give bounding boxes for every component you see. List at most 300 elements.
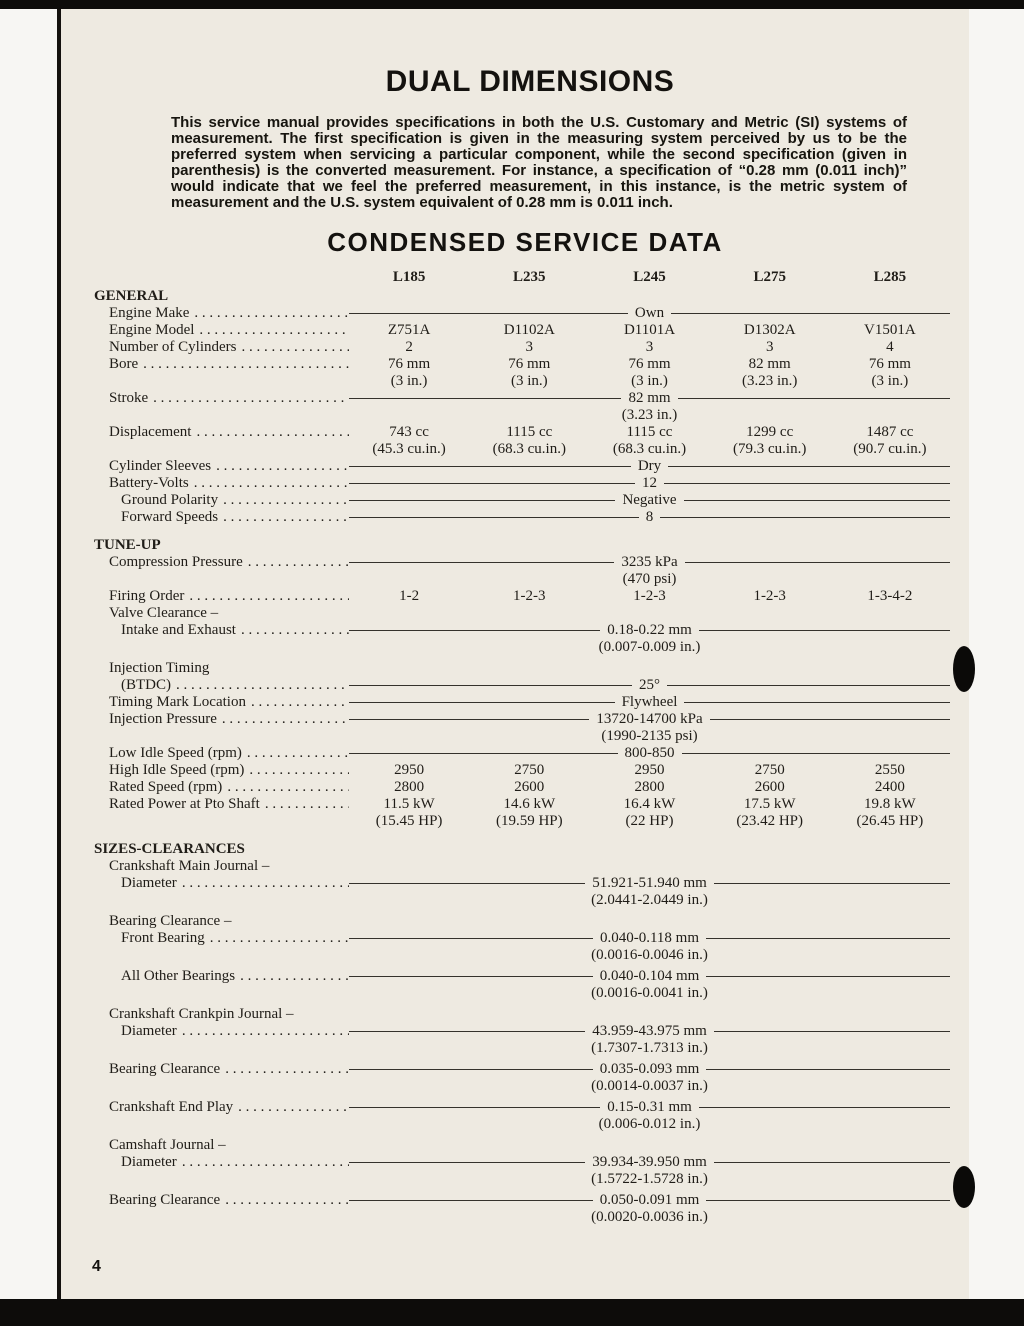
rule-line — [684, 500, 950, 501]
spec-value-line: (68.3 cu.in.) — [492, 441, 566, 458]
shared-spec-value — [349, 492, 950, 509]
spec-label — [94, 605, 349, 622]
spec-value-line: 2400 — [874, 779, 905, 796]
spec-value-line: 2750 — [754, 762, 785, 779]
shared-value-subtext: (2.0441-2.0449 in.) — [591, 892, 708, 909]
shared-spec-value — [349, 458, 950, 475]
spec-value-line: (26.45 HP) — [856, 813, 924, 830]
rule-line — [349, 1031, 585, 1032]
spec-value — [710, 779, 830, 796]
section-header: SIZES-CLEARANCES — [94, 841, 245, 858]
shared-value-text: 12 — [642, 475, 657, 492]
spec-value — [469, 796, 589, 830]
shared-value-text: Own — [634, 305, 665, 322]
spec-value — [830, 339, 950, 356]
shared-spec-value — [349, 622, 950, 656]
shared-spec-value — [349, 1154, 950, 1188]
dot-leader — [191, 424, 349, 441]
spec-label-text: Stroke — [109, 390, 149, 407]
shared-value-subtext: (0.007-0.009 in.) — [598, 639, 701, 656]
spec-value — [469, 322, 589, 339]
spec-label-text: Camshaft Journal – — [109, 1137, 226, 1154]
spec-row — [94, 930, 950, 964]
spec-label-text: Rated Speed (rpm) — [109, 779, 223, 796]
spec-value-line: D1101A — [623, 322, 676, 339]
column-header: L185 — [392, 269, 426, 286]
spec-label-text: Forward Speeds — [121, 509, 219, 526]
spec-label — [94, 622, 349, 639]
rule-line — [699, 630, 950, 631]
shared-spec-value — [349, 968, 950, 1002]
shared-spec-value — [349, 1023, 950, 1057]
shared-value-text: 3235 kPa — [621, 554, 678, 571]
rule-line — [706, 938, 950, 939]
spec-row — [94, 390, 950, 424]
shared-value-text: 82 mm — [628, 390, 671, 407]
spec-value-line: (15.45 HP) — [375, 813, 443, 830]
spec-label-text: Injection Timing — [109, 660, 210, 677]
binding-mark-bottom — [953, 1166, 975, 1208]
rule-line — [349, 630, 600, 631]
spec-value-line: (3 in.) — [631, 373, 668, 390]
shared-value-text: 0.040-0.118 mm — [599, 930, 700, 947]
spec-value-line: 2950 — [394, 762, 425, 779]
spec-value — [589, 779, 709, 796]
spec-label-text: Intake and Exhaust — [121, 622, 236, 639]
rule-line — [349, 500, 615, 501]
column-header: L285 — [873, 269, 907, 286]
spec-value — [469, 424, 589, 458]
spec-value — [830, 762, 950, 779]
spec-value — [469, 588, 589, 605]
dot-leader — [260, 796, 349, 813]
shared-value-text: Negative — [622, 492, 677, 509]
shared-value-subtext: (0.006-0.012 in.) — [598, 1116, 701, 1133]
spec-row — [94, 968, 950, 1002]
dot-leader — [235, 968, 349, 985]
spec-row — [94, 588, 950, 605]
spec-row — [94, 1099, 950, 1133]
spec-label — [94, 554, 349, 571]
spec-value — [589, 762, 709, 779]
shared-value-text: Flywheel — [621, 694, 678, 711]
shared-spec-value — [349, 1061, 950, 1095]
spec-label — [94, 509, 349, 526]
spec-value — [830, 779, 950, 796]
shared-value-subtext: (0.0016-0.0041 in.) — [591, 985, 708, 1002]
rule-line — [664, 483, 950, 484]
spec-row — [94, 711, 950, 745]
rule-line — [349, 398, 621, 399]
dot-leader — [218, 509, 349, 526]
scan-edge-top — [0, 0, 1024, 9]
spec-label — [94, 492, 349, 509]
rule-line — [349, 1107, 600, 1108]
rule-line — [349, 685, 632, 686]
spec-label — [94, 711, 349, 728]
shared-spec-value — [349, 1099, 950, 1133]
spec-label — [94, 1192, 349, 1209]
rule-line — [706, 1200, 950, 1201]
spec-value — [830, 588, 950, 605]
rule-line — [349, 517, 639, 518]
spec-label — [94, 322, 349, 339]
shared-value-subtext: (0.0014-0.0037 in.) — [591, 1078, 708, 1095]
spec-label-text: Diameter — [121, 875, 177, 892]
spec-value — [349, 779, 469, 796]
spec-value — [710, 339, 830, 356]
spec-value-line: 17.5 kW — [743, 796, 796, 813]
spec-value — [469, 339, 589, 356]
shared-value-text: 0.15-0.31 mm — [607, 1099, 692, 1116]
rule-line — [685, 562, 950, 563]
rule-line — [349, 1162, 585, 1163]
spec-label-text: Bearing Clearance – — [109, 913, 232, 930]
spec-label-text: Valve Clearance – — [109, 605, 219, 622]
spec-value-line: (90.7 cu.in.) — [853, 441, 927, 458]
spec-label — [94, 858, 349, 875]
binding-mark-top — [953, 646, 975, 692]
spec-label — [94, 660, 349, 677]
rule-line — [668, 466, 950, 467]
rule-line — [349, 702, 615, 703]
spec-label — [94, 305, 349, 322]
spec-row — [94, 875, 950, 909]
shared-value-subtext: (1.5722-1.5728 in.) — [591, 1171, 708, 1188]
section-header: TUNE-UP — [94, 537, 161, 554]
spec-value-line: 2600 — [514, 779, 545, 796]
dot-leader — [138, 356, 349, 373]
shared-spec-value — [349, 677, 950, 694]
spec-row — [94, 1137, 950, 1154]
shared-value-subtext: (0.0016-0.0046 in.) — [591, 947, 708, 964]
dot-leader — [177, 1023, 349, 1040]
spec-label-text: (BTDC) — [121, 677, 171, 694]
shared-value-text: 0.035-0.093 mm — [599, 1061, 700, 1078]
spec-label — [94, 1061, 349, 1078]
spec-row — [94, 745, 950, 762]
dot-leader — [246, 694, 349, 711]
spec-value-line: 2750 — [514, 762, 545, 779]
spec-value-line: 76 mm — [508, 356, 551, 373]
spec-label — [94, 796, 349, 813]
spec-label-text: Compression Pressure — [109, 554, 243, 571]
spec-row — [94, 458, 950, 475]
spec-label-text: Cylinder Sleeves — [109, 458, 212, 475]
spec-row — [94, 779, 950, 796]
spec-value — [710, 424, 830, 458]
spec-label — [94, 745, 349, 762]
section-header: GENERAL — [94, 288, 169, 305]
rule-line — [349, 562, 614, 563]
spec-row — [94, 1192, 950, 1226]
dot-leader — [220, 1192, 349, 1209]
spec-row — [94, 1023, 950, 1057]
spec-value — [469, 762, 589, 779]
dot-leader — [236, 339, 349, 356]
spec-value-line: 1115 cc — [506, 424, 553, 441]
spec-value-line: 743 cc — [389, 424, 429, 441]
shared-value-text: Dry — [637, 458, 662, 475]
spec-row — [94, 677, 950, 694]
spec-label-text: Bearing Clearance — [109, 1192, 221, 1209]
spec-value — [349, 796, 469, 830]
dot-leader — [205, 930, 349, 947]
manual-page — [57, 9, 969, 1299]
spec-value-line: 14.6 kW — [503, 796, 556, 813]
spec-row — [94, 554, 950, 588]
spec-label-text: Bearing Clearance — [109, 1061, 221, 1078]
spec-value-line: 1-2-3 — [633, 588, 666, 605]
page-number: 4 — [92, 1258, 101, 1275]
rule-line — [349, 938, 593, 939]
intro-paragraph: This service manual provides specifications in both the U.S. Customary and Metric (SI) systems of measurement. The first specification is given in the measuring system perceived by us to be the preferred system when servicing a particular component, while the second specification (given in parenthesis) is the converted measurement. For instance, a specification of “0.28 mm (0.011 inch)” would indicate that we feel the preferred measurement, in this instance, is the metric system of measurement and the U.S. system equivalent of 0.28 mm is 0.011 inch. — [171, 114, 907, 211]
rule-line — [349, 753, 618, 754]
spec-label-text: Crankshaft Main Journal – — [109, 858, 270, 875]
spec-row — [94, 762, 950, 779]
spec-label-text: Rated Power at Pto Shaft — [109, 796, 260, 813]
spec-label — [94, 913, 349, 930]
rule-line — [714, 1162, 950, 1163]
table-body — [94, 288, 950, 1226]
spec-row — [94, 660, 950, 677]
spec-label — [94, 588, 349, 605]
dot-leader — [177, 1154, 349, 1171]
spec-label-text: Firing Order — [109, 588, 185, 605]
rule-line — [349, 1069, 593, 1070]
rule-line — [699, 1107, 950, 1108]
spec-value — [349, 588, 469, 605]
rule-line — [349, 313, 628, 314]
spec-row — [94, 1006, 950, 1023]
spec-value — [589, 322, 709, 339]
spec-value-line: 19.8 kW — [864, 796, 916, 813]
spec-label-text: Engine Make — [109, 305, 190, 322]
spec-value — [349, 762, 469, 779]
spec-value-line: (79.3 cu.in.) — [733, 441, 807, 458]
shared-value-subtext: (1.7307-1.7313 in.) — [591, 1040, 708, 1057]
spec-row — [94, 509, 950, 526]
spec-label-text: Engine Model — [109, 322, 195, 339]
column-header: L275 — [753, 269, 786, 286]
dot-leader — [244, 762, 349, 779]
shared-value-text: 0.050-0.091 mm — [599, 1192, 700, 1209]
dot-leader — [243, 554, 349, 571]
spec-row — [94, 305, 950, 322]
spec-value — [710, 356, 830, 390]
spec-value-line: 4 — [886, 339, 894, 356]
shared-spec-value — [349, 930, 950, 964]
spec-value — [830, 322, 950, 339]
spec-label — [94, 339, 349, 356]
spec-value-line: 1487 cc — [866, 424, 914, 441]
shared-spec-value — [349, 1192, 950, 1226]
spec-row — [94, 339, 950, 356]
spec-row — [94, 796, 950, 830]
dot-leader — [233, 1099, 349, 1116]
spec-label — [94, 779, 349, 796]
spec-row — [94, 913, 950, 930]
dot-leader — [184, 588, 349, 605]
spec-label — [94, 1006, 349, 1023]
spec-value — [710, 322, 830, 339]
spec-label-text: Ground Polarity — [121, 492, 219, 509]
spec-value-line: Z751A — [387, 322, 431, 339]
shared-spec-value — [349, 694, 950, 711]
shared-value-text: 0.040-0.104 mm — [599, 968, 700, 985]
spec-label — [94, 875, 349, 892]
spec-label — [94, 968, 349, 985]
shared-spec-value — [349, 390, 950, 424]
dot-leader — [148, 390, 349, 407]
spec-label — [94, 1023, 349, 1040]
spec-label-text: Injection Pressure — [109, 711, 217, 728]
spec-value-line: (23.42 HP) — [736, 813, 804, 830]
rule-line — [349, 466, 631, 467]
spec-row — [94, 492, 950, 509]
spec-label — [94, 930, 349, 947]
dot-leader — [171, 677, 349, 694]
spec-label-text: Crankshaft Crankpin Journal – — [109, 1006, 294, 1023]
spec-value — [349, 339, 469, 356]
spec-row — [94, 858, 950, 875]
shared-value-text: 25° — [639, 677, 660, 694]
column-header: L235 — [513, 269, 546, 286]
dot-leader — [220, 1061, 349, 1078]
shared-spec-value — [349, 875, 950, 909]
spec-label — [94, 1154, 349, 1171]
shared-spec-value — [349, 711, 950, 745]
shared-value-subtext: (3.23 in.) — [621, 407, 678, 424]
rule-line — [714, 1031, 950, 1032]
spec-value-line: (22 HP) — [625, 813, 674, 830]
spec-value — [469, 779, 589, 796]
dot-leader — [177, 875, 349, 892]
spec-label — [94, 677, 349, 694]
spec-label-text: Bore — [109, 356, 139, 373]
dot-leader — [189, 475, 349, 492]
shared-spec-value — [349, 745, 950, 762]
spec-label — [94, 475, 349, 492]
spec-value-line: 2600 — [754, 779, 785, 796]
spec-value-line: (3.23 in.) — [741, 373, 798, 390]
shared-value-text: 800-850 — [624, 745, 675, 762]
spec-label-text: Timing Mark Location — [109, 694, 246, 711]
spec-label — [94, 458, 349, 475]
rule-line — [678, 398, 950, 399]
spec-label-text: Low Idle Speed (rpm) — [109, 745, 242, 762]
spec-label — [94, 1099, 349, 1116]
spec-value-line: 1-3-4-2 — [867, 588, 913, 605]
spec-value-line: (68.3 cu.in.) — [612, 441, 687, 458]
shared-spec-value — [349, 305, 950, 322]
spec-value — [589, 424, 709, 458]
spec-value-line: 1-2 — [399, 588, 420, 605]
shared-value-subtext: (0.0020-0.0036 in.) — [591, 1209, 708, 1226]
spec-row — [94, 356, 950, 390]
spec-value-line: 76 mm — [868, 356, 911, 373]
spec-label-text: Number of Cylinders — [109, 339, 237, 356]
spec-label-text: High Idle Speed (rpm) — [109, 762, 245, 779]
spec-value-line: (3 in.) — [510, 373, 548, 390]
dot-leader — [218, 492, 349, 509]
shared-spec-value — [349, 475, 950, 492]
spec-value-line: 3 — [525, 339, 534, 356]
shared-spec-value — [349, 554, 950, 588]
spec-label — [94, 390, 349, 407]
spec-row — [94, 1061, 950, 1095]
spec-row — [94, 475, 950, 492]
spec-value — [349, 322, 469, 339]
spec-value — [589, 588, 709, 605]
spec-label-text: Diameter — [121, 1023, 177, 1040]
spec-value — [589, 356, 709, 390]
spec-label — [94, 424, 349, 441]
spec-label-text: Front Bearing — [121, 930, 205, 947]
rule-line — [349, 883, 585, 884]
dot-leader — [211, 458, 349, 475]
spec-value — [469, 356, 589, 390]
spec-value — [830, 356, 950, 390]
spec-value — [830, 424, 950, 458]
spec-value-line: 2950 — [634, 762, 665, 779]
spec-row — [94, 622, 950, 656]
dot-leader — [217, 711, 349, 728]
spec-value-line: 3 — [645, 339, 654, 356]
column-header-row — [94, 269, 950, 286]
spec-row — [94, 1154, 950, 1188]
shared-value-text: 13720-14700 kPa — [596, 711, 703, 728]
dot-leader — [189, 305, 349, 322]
spec-value-line: 11.5 kW — [383, 796, 435, 813]
shared-value-text: 39.934-39.950 mm — [592, 1154, 707, 1171]
column-header: L245 — [633, 269, 666, 286]
spec-label-text: Displacement — [109, 424, 192, 441]
spec-label-text: Crankshaft End Play — [109, 1099, 234, 1116]
spec-value — [710, 588, 830, 605]
spec-value-line: 1299 cc — [746, 424, 794, 441]
spec-label — [94, 694, 349, 711]
spec-value — [710, 796, 830, 830]
spec-value-line: 2 — [405, 339, 413, 356]
spec-value — [589, 339, 709, 356]
spec-row — [94, 424, 950, 458]
rule-line — [349, 719, 589, 720]
shared-value-text: 8 — [645, 509, 654, 526]
spec-value-line: 3 — [765, 339, 774, 356]
spec-value-line: 1-2-3 — [513, 588, 546, 605]
spec-value-line: 82 mm — [748, 356, 791, 373]
rule-line — [682, 753, 951, 754]
rule-line — [710, 719, 950, 720]
spec-label — [94, 356, 349, 373]
spec-label-text: All Other Bearings — [121, 968, 236, 985]
rule-line — [706, 1069, 950, 1070]
spec-label-text: Diameter — [121, 1154, 177, 1171]
dot-leader — [222, 779, 349, 796]
spec-label-text: Battery-Volts — [109, 475, 189, 492]
spec-label — [94, 1137, 349, 1154]
rule-line — [667, 685, 950, 686]
shared-spec-value — [349, 509, 950, 526]
spec-value-line: (3 in.) — [390, 373, 428, 390]
spec-value-line: 16.4 kW — [623, 796, 676, 813]
dot-leader — [236, 622, 349, 639]
spec-value-line: V1501A — [864, 322, 916, 339]
spec-value-line: (45.3 cu.in.) — [372, 441, 446, 458]
spec-value-line: (3 in.) — [871, 373, 909, 390]
condensed-service-data-table — [94, 269, 950, 1226]
